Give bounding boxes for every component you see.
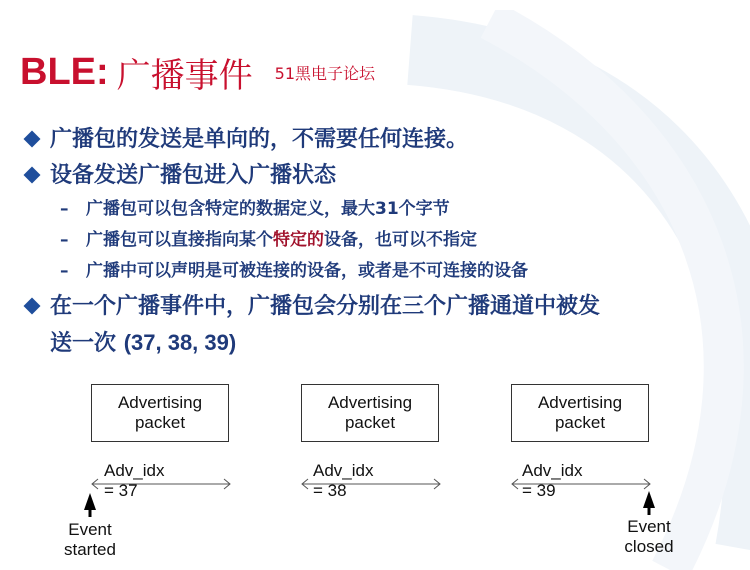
subbullet-text-post: 设备，也可以不指定 [324,230,477,250]
bullet-text: 广播包的发送是单向的，不需要任何连接。 [50,127,469,152]
subbullet-highlight: 特定的 [273,230,324,250]
bullet-text-cont: 送一次 [50,331,117,356]
dash-icon: – [60,261,69,281]
watermark-tag: 51黑电子论坛 [274,64,376,83]
bullet-text: 在一个广播事件中，广播包会分别在三个广播通道中被发 [50,294,601,319]
event-label-line1: Event [627,517,671,536]
title-text: 广播事件 [116,56,253,96]
channel-list: (37, 38, 39) [123,330,237,355]
subbullet-text: 广播包可以包含特定的数据定义，最大31个字节 [86,199,450,219]
box-label-line2: packet [134,413,186,432]
adv-idx-label-38: Adv_idx = 38 [313,461,374,500]
event-end-arrow [643,491,655,515]
event-closed-label [617,517,681,557]
event-label-line2: closed [624,537,674,556]
adv-idx-label-37: Adv_idx = 37 [104,461,165,500]
event-label-line1: Event [68,520,112,539]
box-label-line1: Advertising [537,393,623,412]
event-label-line2: started [64,540,116,559]
event-start-arrow [84,493,96,517]
box-label-line2: packet [554,413,606,432]
box-label-line1: Advertising [117,393,203,412]
subbullet-text-pre: 广播包可以直接指向某个 [86,230,273,250]
event-started-label [58,520,122,560]
title-ble: BLE: [20,51,109,93]
bullet-text: 设备发送广播包进入广播状态 [50,163,337,188]
dash-icon: – [60,230,69,250]
dash-icon: – [60,199,69,219]
box-label-line1: Advertising [327,393,413,412]
subbullet-text: 广播中可以声明是可被连接的设备，或者是不可连接的设备 [86,261,528,281]
adv-idx-label-39: Adv_idx = 39 [522,461,583,500]
box-label-line2: packet [344,413,396,432]
